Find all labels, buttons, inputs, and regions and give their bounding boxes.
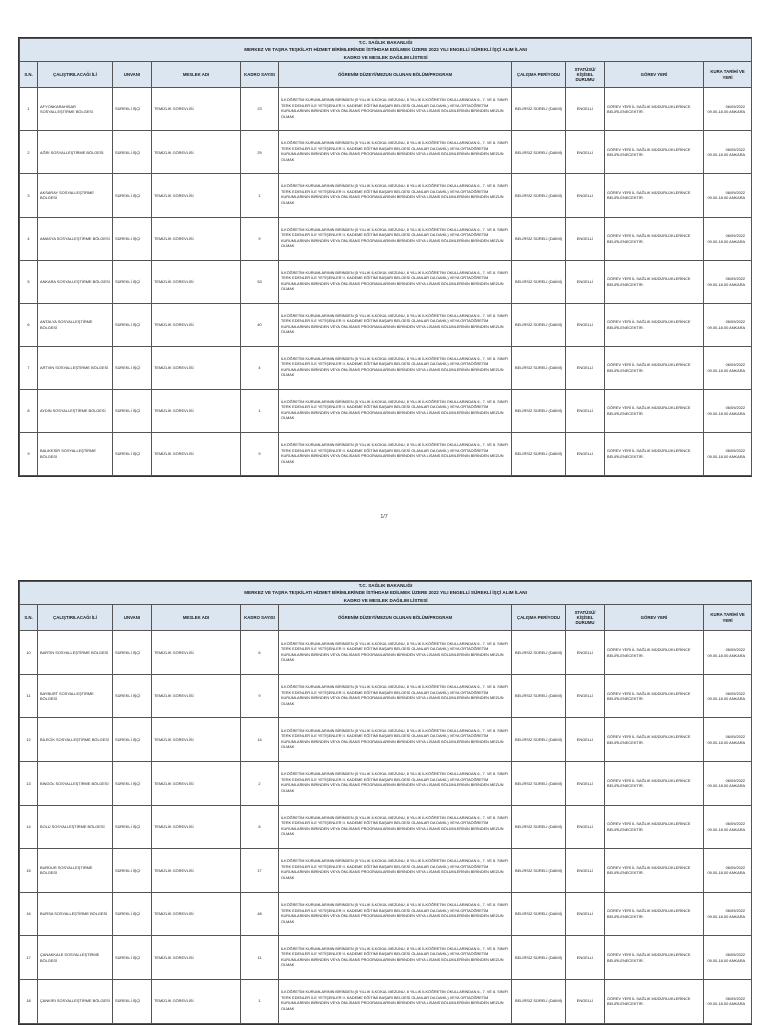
title-line-ministry: T.C. SAĞLIK BAKANLIĞI	[358, 40, 413, 45]
kura-place: 09.00-18.00 ANKARA	[707, 410, 746, 416]
cell-sn: 11	[20, 674, 38, 718]
kura-date: 06/09/2022	[725, 362, 746, 368]
table-row	[20, 88, 752, 131]
table-row	[20, 979, 752, 1023]
header-kura: KURA TARİHİ VE YERİ	[704, 62, 752, 88]
cell-ogrenim: İLKÖĞRETİM KURUMLARININ BİRİNDEN (5 YILLIK İLKOKUL MEZUNU, 8 YILLIK İLKÖĞRETİM OKULLARINDAN 6., 7. VE 8. SINIFI TERK EDENLER İLE YETİŞENLER II. KADEME EĞİTİMİ BAŞARI BELGESİ OLANLAR DA DAHİL) VEYA ORTAÖĞRETİM KURUMLARININ BİRİNDEN VEYA ÖNLİSANS PROGRAMLARININ BİRİNDEN VEYA LİSANS BÖLÜMLERİNİN BİRİNDEN MEZUN OLMAK	[279, 849, 512, 893]
cell-kadro: 1	[241, 979, 279, 1023]
cell-kura	[704, 718, 752, 762]
cell-unvan: SÜREKLİ İŞÇİ	[113, 762, 152, 806]
kura-date: 06/09/2022	[725, 189, 746, 195]
cell-ogrenim: İLKÖĞRETİM KURUMLARININ BİRİNDEN (5 YILLIK İLKOKUL MEZUNU, 8 YILLIK İLKÖĞRETİM OKULLARINDAN 6., 7. VE 8. SINIFI TERK EDENLER İLE YETİŞENLER II. KADEME EĞİTİMİ BAŞARI BELGESİ OLANLAR DA DAHİL) VEYA ORTAÖĞRETİM KURUMLARININ BİRİNDEN VEYA ÖNLİSANS PROGRAMLARININ BİRİNDEN VEYA LİSANS BÖLÜMLERİNİN BİRİNDEN MEZUN OLMAK	[279, 631, 512, 675]
cell-gorev: GÖREV YERİ İL SAĞLIK MÜDÜRLÜKLERİNCE BELİRLENECEKTİR.	[605, 674, 704, 718]
title-line-ministry: T.C. SAĞLIK BAKANLIĞI	[358, 583, 413, 588]
cell-kadro: 11	[241, 936, 279, 980]
cell-kura	[704, 432, 752, 475]
kura-place: 09.00-18.00 ANKARA	[707, 1001, 746, 1007]
cell-unvan: SÜREKLİ İŞÇİ	[113, 346, 152, 389]
kura-place: 09.00-18.00 ANKARA	[707, 870, 746, 876]
table-row	[20, 849, 752, 893]
header-gorev: GÖREV YERİ	[605, 605, 704, 631]
cell-kadro: 17	[241, 849, 279, 893]
header-calisma: ÇALIŞMA PERİYODU	[512, 605, 566, 631]
cell-meslek: TEMİZLİK GÖREVLİSİ	[152, 389, 241, 432]
table-row	[20, 131, 752, 174]
kura-place: 09.00-18.00 ANKARA	[707, 826, 746, 832]
cell-gorev: GÖREV YERİ İL SAĞLIK MÜDÜRLÜKLERİNCE BELİRLENECEKTİR.	[605, 389, 704, 432]
cell-meslek: TEMİZLİK GÖREVLİSİ	[152, 303, 241, 346]
cell-meslek: TEMİZLİK GÖREVLİSİ	[152, 936, 241, 980]
cell-meslek: TEMİZLİK GÖREVLİSİ	[152, 805, 241, 849]
cell-kura	[704, 174, 752, 217]
cell-sn: 3	[20, 174, 38, 217]
cell-ogrenim: İLKÖĞRETİM KURUMLARININ BİRİNDEN (5 YILLIK İLKOKUL MEZUNU, 8 YILLIK İLKÖĞRETİM OKULLARINDAN 6., 7. VE 8. SINIFI TERK EDENLER İLE YETİŞENLER II. KADEME EĞİTİMİ BAŞARI BELGESİ OLANLAR DA DAHİL) VEYA ORTAÖĞRETİM KURUMLARININ BİRİNDEN VEYA ÖNLİSANS PROGRAMLARININ BİRİNDEN VEYA LİSANS BÖLÜMLERİNİN BİRİNDEN MEZUN OLMAK	[279, 346, 512, 389]
cell-meslek: TEMİZLİK GÖREVLİSİ	[152, 88, 241, 131]
cell-statu: ENGELLİ	[566, 674, 605, 718]
cell-kura	[704, 131, 752, 174]
cell-il: ANTALYA SOSYALLEŞTİRME BÖLGESİ	[38, 303, 113, 346]
cell-gorev: GÖREV YERİ İL SAĞLIK MÜDÜRLÜKLERİNCE BELİRLENECEKTİR.	[605, 303, 704, 346]
cell-unvan: SÜREKLİ İŞÇİ	[113, 389, 152, 432]
cell-meslek: TEMİZLİK GÖREVLİSİ	[152, 718, 241, 762]
cell-il: AFYONKARAHİSAR SOSYALLEŞTİRME BÖLGESİ	[38, 88, 113, 131]
cell-gorev: GÖREV YERİ İL SAĞLIK MÜDÜRLÜKLERİNCE BELİRLENECEKTİR.	[605, 936, 704, 980]
cell-kura	[704, 389, 752, 432]
cell-il: ARTVİN SOSYALLEŞTİRME BÖLGESİ	[38, 346, 113, 389]
kura-place: 09.00-18.00 ANKARA	[707, 195, 746, 201]
cell-unvan: SÜREKLİ İŞÇİ	[113, 805, 152, 849]
cell-il: BARTIN SOSYALLEŞTİRME BÖLGESİ	[38, 631, 113, 675]
cell-kura	[704, 849, 752, 893]
cell-kadro: 48	[241, 892, 279, 936]
cell-kura	[704, 674, 752, 718]
table-header-row	[20, 62, 752, 88]
kura-date: 06/09/2022	[725, 646, 746, 652]
kura-date: 06/09/2022	[725, 821, 746, 827]
cell-kadro: 40	[241, 303, 279, 346]
cell-calisma: BELİRSİZ SÜRELİ (DAİMİ)	[512, 892, 566, 936]
cell-kura	[704, 631, 752, 675]
cell-kura	[704, 762, 752, 806]
cell-gorev: GÖREV YERİ İL SAĞLIK MÜDÜRLÜKLERİNCE BELİRLENECEKTİR.	[605, 849, 704, 893]
table-body-page-1	[20, 88, 752, 476]
cell-calisma: BELİRSİZ SÜRELİ (DAİMİ)	[512, 805, 566, 849]
cell-calisma: BELİRSİZ SÜRELİ (DAİMİ)	[512, 762, 566, 806]
cell-calisma: BELİRSİZ SÜRELİ (DAİMİ)	[512, 389, 566, 432]
kura-place: 09.00-18.00 ANKARA	[707, 957, 746, 963]
cell-statu: ENGELLİ	[566, 88, 605, 131]
table-row	[20, 762, 752, 806]
cell-unvan: SÜREKLİ İŞÇİ	[113, 88, 152, 131]
cell-kadro: 2	[241, 762, 279, 806]
cell-kura	[704, 88, 752, 131]
cell-statu: ENGELLİ	[566, 260, 605, 303]
cell-gorev: GÖREV YERİ İL SAĞLIK MÜDÜRLÜKLERİNCE BELİRLENECEKTİR.	[605, 718, 704, 762]
cell-sn: 15	[20, 849, 38, 893]
cell-unvan: SÜREKLİ İŞÇİ	[113, 131, 152, 174]
cell-il: AMASYA SOSYALLEŞTİRME BÖLGESİ	[38, 217, 113, 260]
document-page-2	[0, 540, 768, 1024]
cell-kura	[704, 260, 752, 303]
cell-statu: ENGELLİ	[566, 936, 605, 980]
table-container	[18, 580, 752, 1025]
cell-kura	[704, 936, 752, 980]
cell-il: BİLECİK SOSYALLEŞTİRME BÖLGESİ	[38, 718, 113, 762]
table-row	[20, 346, 752, 389]
cell-unvan: SÜREKLİ İŞÇİ	[113, 674, 152, 718]
cell-kura	[704, 303, 752, 346]
cell-unvan: SÜREKLİ İŞÇİ	[113, 936, 152, 980]
cell-unvan: SÜREKLİ İŞÇİ	[113, 174, 152, 217]
cell-statu: ENGELLİ	[566, 849, 605, 893]
cell-sn: 12	[20, 718, 38, 762]
cell-unvan: SÜREKLİ İŞÇİ	[113, 303, 152, 346]
cell-meslek: TEMİZLİK GÖREVLİSİ	[152, 631, 241, 675]
cell-kadro: 6	[241, 631, 279, 675]
header-kadro: KADRO SAYISI	[241, 62, 279, 88]
kura-date: 06/09/2022	[725, 276, 746, 282]
table-row	[20, 718, 752, 762]
cell-kadro: 14	[241, 718, 279, 762]
cell-statu: ENGELLİ	[566, 762, 605, 806]
cell-statu: ENGELLİ	[566, 718, 605, 762]
cell-meslek: TEMİZLİK GÖREVLİSİ	[152, 260, 241, 303]
cell-il: AYDIN SOSYALLEŞTİRME BÖLGESİ	[38, 389, 113, 432]
cell-meslek: TEMİZLİK GÖREVLİSİ	[152, 174, 241, 217]
kura-date: 06/09/2022	[725, 864, 746, 870]
cell-il: BURSA SOSYALLEŞTİRME BÖLGESİ	[38, 892, 113, 936]
kura-date: 06/09/2022	[725, 448, 746, 454]
kura-place: 09.00-18.00 ANKARA	[707, 696, 746, 702]
kura-place: 09.00-18.00 ANKARA	[707, 281, 746, 287]
header-calisma: ÇALIŞMA PERİYODU	[512, 62, 566, 88]
kura-place: 09.00-18.00 ANKARA	[707, 152, 746, 158]
kura-date: 06/09/2022	[725, 232, 746, 238]
kura-place: 09.00-18.00 ANKARA	[707, 109, 746, 115]
cell-sn: 17	[20, 936, 38, 980]
cell-kadro: 53	[241, 260, 279, 303]
cell-gorev: GÖREV YERİ İL SAĞLIK MÜDÜRLÜKLERİNCE BELİRLENECEKTİR.	[605, 432, 704, 475]
cell-ogrenim: İLKÖĞRETİM KURUMLARININ BİRİNDEN (5 YILLIK İLKOKUL MEZUNU, 8 YILLIK İLKÖĞRETİM OKULLARINDAN 6., 7. VE 8. SINIFI TERK EDENLER İLE YETİŞENLER II. KADEME EĞİTİMİ BAŞARI BELGESİ OLANLAR DA DAHİL) VEYA ORTAÖĞRETİM KURUMLARININ BİRİNDEN VEYA ÖNLİSANS PROGRAMLARININ BİRİNDEN VEYA LİSANS BÖLÜMLERİNİN BİRİNDEN MEZUN OLMAK	[279, 174, 512, 217]
cell-unvan: SÜREKLİ İŞÇİ	[113, 849, 152, 893]
cell-calisma: BELİRSİZ SÜRELİ (DAİMİ)	[512, 849, 566, 893]
cell-gorev: GÖREV YERİ İL SAĞLIK MÜDÜRLÜKLERİNCE BELİRLENECEKTİR.	[605, 131, 704, 174]
cell-il: BİNGÖL SOSYALLEŞTİRME BÖLGESİ	[38, 762, 113, 806]
cell-unvan: SÜREKLİ İŞÇİ	[113, 217, 152, 260]
cell-calisma: BELİRSİZ SÜRELİ (DAİMİ)	[512, 346, 566, 389]
cell-sn: 18	[20, 979, 38, 1023]
cell-calisma: BELİRSİZ SÜRELİ (DAİMİ)	[512, 432, 566, 475]
cell-sn: 16	[20, 892, 38, 936]
cell-ogrenim: İLKÖĞRETİM KURUMLARININ BİRİNDEN (5 YILLIK İLKOKUL MEZUNU, 8 YILLIK İLKÖĞRETİM OKULLARINDAN 6., 7. VE 8. SINIFI TERK EDENLER İLE YETİŞENLER II. KADEME EĞİTİMİ BAŞARI BELGESİ OLANLAR DA DAHİL) VEYA ORTAÖĞRETİM KURUMLARININ BİRİNDEN VEYA ÖNLİSANS PROGRAMLARININ BİRİNDEN VEYA LİSANS BÖLÜMLERİNİN BİRİNDEN MEZUN OLMAK	[279, 674, 512, 718]
header-unvan: UNVANI	[113, 62, 152, 88]
cell-ogrenim: İLKÖĞRETİM KURUMLARININ BİRİNDEN (5 YILLIK İLKOKUL MEZUNU, 8 YILLIK İLKÖĞRETİM OKULLARINDAN 6., 7. VE 8. SINIFI TERK EDENLER İLE YETİŞENLER II. KADEME EĞİTİMİ BAŞARI BELGESİ OLANLAR DA DAHİL) VEYA ORTAÖĞRETİM KURUMLARININ BİRİNDEN VEYA ÖNLİSANS PROGRAMLARININ BİRİNDEN VEYA LİSANS BÖLÜMLERİNİN BİRİNDEN MEZUN OLMAK	[279, 979, 512, 1023]
kura-date: 06/09/2022	[725, 995, 746, 1001]
cell-unvan: SÜREKLİ İŞÇİ	[113, 718, 152, 762]
cell-meslek: TEMİZLİK GÖREVLİSİ	[152, 674, 241, 718]
header-statu: STATÜSÜ/ KİŞİSEL DURUMU	[566, 62, 605, 88]
cell-kura	[704, 346, 752, 389]
cell-il: BOLU SOSYALLEŞTİRME BÖLGESİ	[38, 805, 113, 849]
cell-il: ÇANKIRI SOSYALLEŞTİRME BÖLGESİ	[38, 979, 113, 1023]
cell-kadro: 9	[241, 217, 279, 260]
cell-statu: ENGELLİ	[566, 174, 605, 217]
cell-sn: 1	[20, 88, 38, 131]
cell-ogrenim: İLKÖĞRETİM KURUMLARININ BİRİNDEN (5 YILLIK İLKOKUL MEZUNU, 8 YILLIK İLKÖĞRETİM OKULLARINDAN 6., 7. VE 8. SINIFI TERK EDENLER İLE YETİŞENLER II. KADEME EĞİTİMİ BAŞARI BELGESİ OLANLAR DA DAHİL) VEYA ORTAÖĞRETİM KURUMLARININ BİRİNDEN VEYA ÖNLİSANS PROGRAMLARININ BİRİNDEN VEYA LİSANS BÖLÜMLERİNİN BİRİNDEN MEZUN OLMAK	[279, 805, 512, 849]
cell-statu: ENGELLİ	[566, 805, 605, 849]
header-il: ÇALIŞTIRILACAĞI İLİ	[38, 62, 113, 88]
cell-calisma: BELİRSİZ SÜRELİ (DAİMİ)	[512, 674, 566, 718]
cell-calisma: BELİRSİZ SÜRELİ (DAİMİ)	[512, 303, 566, 346]
cell-ogrenim: İLKÖĞRETİM KURUMLARININ BİRİNDEN (5 YILLIK İLKOKUL MEZUNU, 8 YILLIK İLKÖĞRETİM OKULLARINDAN 6., 7. VE 8. SINIFI TERK EDENLER İLE YETİŞENLER II. KADEME EĞİTİMİ BAŞARI BELGESİ OLANLAR DA DAHİL) VEYA ORTAÖĞRETİM KURUMLARININ BİRİNDEN VEYA ÖNLİSANS PROGRAMLARININ BİRİNDEN VEYA LİSANS BÖLÜMLERİNİN BİRİNDEN MEZUN OLMAK	[279, 762, 512, 806]
cell-unvan: SÜREKLİ İŞÇİ	[113, 979, 152, 1023]
cell-unvan: SÜREKLİ İŞÇİ	[113, 892, 152, 936]
cell-kadro: 4	[241, 346, 279, 389]
cell-statu: ENGELLİ	[566, 131, 605, 174]
header-kadro: KADRO SAYISI	[241, 605, 279, 631]
table-row	[20, 631, 752, 675]
cell-calisma: BELİRSİZ SÜRELİ (DAİMİ)	[512, 718, 566, 762]
cell-sn: 10	[20, 631, 38, 675]
kura-date: 06/09/2022	[725, 690, 746, 696]
cell-statu: ENGELLİ	[566, 631, 605, 675]
kura-place: 09.00-18.00 ANKARA	[707, 652, 746, 658]
cell-meslek: TEMİZLİK GÖREVLİSİ	[152, 131, 241, 174]
kura-place: 09.00-18.00 ANKARA	[707, 783, 746, 789]
kura-place: 09.00-18.00 ANKARA	[707, 914, 746, 920]
cell-ogrenim: İLKÖĞRETİM KURUMLARININ BİRİNDEN (5 YILLIK İLKOKUL MEZUNU, 8 YILLIK İLKÖĞRETİM OKULLARINDAN 6., 7. VE 8. SINIFI TERK EDENLER İLE YETİŞENLER II. KADEME EĞİTİMİ BAŞARI BELGESİ OLANLAR DA DAHİL) VEYA ORTAÖĞRETİM KURUMLARININ BİRİNDEN VEYA ÖNLİSANS PROGRAMLARININ BİRİNDEN VEYA LİSANS BÖLÜMLERİNİN BİRİNDEN MEZUN OLMAK	[279, 303, 512, 346]
cell-meslek: TEMİZLİK GÖREVLİSİ	[152, 849, 241, 893]
cadre-table-page-1	[19, 38, 752, 476]
table-row	[20, 805, 752, 849]
cell-sn: 13	[20, 762, 38, 806]
cell-meslek: TEMİZLİK GÖREVLİSİ	[152, 892, 241, 936]
cell-unvan: SÜREKLİ İŞÇİ	[113, 631, 152, 675]
kura-place: 09.00-18.00 ANKARA	[707, 324, 746, 330]
cell-calisma: BELİRSİZ SÜRELİ (DAİMİ)	[512, 88, 566, 131]
cell-calisma: BELİRSİZ SÜRELİ (DAİMİ)	[512, 260, 566, 303]
header-meslek: MESLEK ADI	[152, 605, 241, 631]
cell-gorev: GÖREV YERİ İL SAĞLIK MÜDÜRLÜKLERİNCE BELİRLENECEKTİR.	[605, 174, 704, 217]
table-row	[20, 432, 752, 475]
table-row	[20, 303, 752, 346]
cell-meslek: TEMİZLİK GÖREVLİSİ	[152, 432, 241, 475]
cell-il: BALIKESİR SOSYALLEŞTİRME BÖLGESİ	[38, 432, 113, 475]
cell-kura	[704, 805, 752, 849]
cell-gorev: GÖREV YERİ İL SAĞLIK MÜDÜRLÜKLERİNCE BELİRLENECEKTİR.	[605, 762, 704, 806]
header-gorev: GÖREV YERİ	[605, 62, 704, 88]
table-row	[20, 174, 752, 217]
cell-kadro: 29	[241, 131, 279, 174]
cell-il: AĞRI SOSYALLEŞTİRME BÖLGESİ	[38, 131, 113, 174]
document-title	[20, 39, 752, 62]
cell-gorev: GÖREV YERİ İL SAĞLIK MÜDÜRLÜKLERİNCE BELİRLENECEKTİR.	[605, 979, 704, 1023]
cell-il: BURDUR SOSYALLEŞTİRME BÖLGESİ	[38, 849, 113, 893]
table-row	[20, 936, 752, 980]
cell-meslek: TEMİZLİK GÖREVLİSİ	[152, 979, 241, 1023]
cell-calisma: BELİRSİZ SÜRELİ (DAİMİ)	[512, 936, 566, 980]
cell-kadro: 23	[241, 88, 279, 131]
cell-meslek: TEMİZLİK GÖREVLİSİ	[152, 762, 241, 806]
cell-kadro: 9	[241, 674, 279, 718]
cell-ogrenim: İLKÖĞRETİM KURUMLARININ BİRİNDEN (5 YILLIK İLKOKUL MEZUNU, 8 YILLIK İLKÖĞRETİM OKULLARINDAN 6., 7. VE 8. SINIFI TERK EDENLER İLE YETİŞENLER II. KADEME EĞİTİMİ BAŞARI BELGESİ OLANLAR DA DAHİL) VEYA ORTAÖĞRETİM KURUMLARININ BİRİNDEN VEYA ÖNLİSANS PROGRAMLARININ BİRİNDEN VEYA LİSANS BÖLÜMLERİNİN BİRİNDEN MEZUN OLMAK	[279, 892, 512, 936]
cadre-table-page-2	[19, 581, 752, 1024]
cell-ogrenim: İLKÖĞRETİM KURUMLARININ BİRİNDEN (5 YILLIK İLKOKUL MEZUNU, 8 YILLIK İLKÖĞRETİM OKULLARINDAN 6., 7. VE 8. SINIFI TERK EDENLER İLE YETİŞENLER II. KADEME EĞİTİMİ BAŞARI BELGESİ OLANLAR DA DAHİL) VEYA ORTAÖĞRETİM KURUMLARININ BİRİNDEN VEYA ÖNLİSANS PROGRAMLARININ BİRİNDEN VEYA LİSANS BÖLÜMLERİNİN BİRİNDEN MEZUN OLMAK	[279, 936, 512, 980]
cell-sn: 4	[20, 217, 38, 260]
cell-gorev: GÖREV YERİ İL SAĞLIK MÜDÜRLÜKLERİNCE BELİRLENECEKTİR.	[605, 631, 704, 675]
kura-date: 06/09/2022	[725, 734, 746, 740]
cell-kadro: 8	[241, 805, 279, 849]
kura-date: 06/09/2022	[725, 103, 746, 109]
cell-kura	[704, 892, 752, 936]
cell-kadro: 1	[241, 389, 279, 432]
kura-place: 09.00-18.00 ANKARA	[707, 238, 746, 244]
cell-statu: ENGELLİ	[566, 979, 605, 1023]
table-row	[20, 892, 752, 936]
cell-calisma: BELİRSİZ SÜRELİ (DAİMİ)	[512, 131, 566, 174]
cell-meslek: TEMİZLİK GÖREVLİSİ	[152, 217, 241, 260]
cell-sn: 9	[20, 432, 38, 475]
kura-place: 09.00-18.00 ANKARA	[707, 367, 746, 373]
kura-place: 09.00-18.00 ANKARA	[707, 454, 746, 460]
cell-kadro: 9	[241, 432, 279, 475]
table-row	[20, 217, 752, 260]
header-unvan: UNVANI	[113, 605, 152, 631]
table-header-row	[20, 605, 752, 631]
header-sn: S.N.	[20, 605, 38, 631]
cell-ogrenim: İLKÖĞRETİM KURUMLARININ BİRİNDEN (5 YILLIK İLKOKUL MEZUNU, 8 YILLIK İLKÖĞRETİM OKULLARINDAN 6., 7. VE 8. SINIFI TERK EDENLER İLE YETİŞENLER II. KADEME EĞİTİMİ BAŞARI BELGESİ OLANLAR DA DAHİL) VEYA ORTAÖĞRETİM KURUMLARININ BİRİNDEN VEYA ÖNLİSANS PROGRAMLARININ BİRİNDEN VEYA LİSANS BÖLÜMLERİNİN BİRİNDEN MEZUN OLMAK	[279, 131, 512, 174]
cell-ogrenim: İLKÖĞRETİM KURUMLARININ BİRİNDEN (5 YILLIK İLKOKUL MEZUNU, 8 YILLIK İLKÖĞRETİM OKULLARINDAN 6., 7. VE 8. SINIFI TERK EDENLER İLE YETİŞENLER II. KADEME EĞİTİMİ BAŞARI BELGESİ OLANLAR DA DAHİL) VEYA ORTAÖĞRETİM KURUMLARININ BİRİNDEN VEYA ÖNLİSANS PROGRAMLARININ BİRİNDEN VEYA LİSANS BÖLÜMLERİNİN BİRİNDEN MEZUN OLMAK	[279, 88, 512, 131]
cell-gorev: GÖREV YERİ İL SAĞLIK MÜDÜRLÜKLERİNCE BELİRLENECEKTİR.	[605, 892, 704, 936]
cell-ogrenim: İLKÖĞRETİM KURUMLARININ BİRİNDEN (5 YILLIK İLKOKUL MEZUNU, 8 YILLIK İLKÖĞRETİM OKULLARINDAN 6., 7. VE 8. SINIFI TERK EDENLER İLE YETİŞENLER II. KADEME EĞİTİMİ BAŞARI BELGESİ OLANLAR DA DAHİL) VEYA ORTAÖĞRETİM KURUMLARININ BİRİNDEN VEYA ÖNLİSANS PROGRAMLARININ BİRİNDEN VEYA LİSANS BÖLÜMLERİNİN BİRİNDEN MEZUN OLMAK	[279, 217, 512, 260]
cell-gorev: GÖREV YERİ İL SAĞLIK MÜDÜRLÜKLERİNCE BELİRLENECEKTİR.	[605, 88, 704, 131]
cell-gorev: GÖREV YERİ İL SAĞLIK MÜDÜRLÜKLERİNCE BELİRLENECEKTİR.	[605, 217, 704, 260]
cell-statu: ENGELLİ	[566, 303, 605, 346]
header-il: ÇALIŞTIRILACAĞI İLİ	[38, 605, 113, 631]
table-row	[20, 674, 752, 718]
cell-unvan: SÜREKLİ İŞÇİ	[113, 432, 152, 475]
cell-kura	[704, 217, 752, 260]
cell-il: ÇANAKKALE SOSYALLEŞTİRME BÖLGESİ	[38, 936, 113, 980]
kura-date: 06/09/2022	[725, 319, 746, 325]
cell-gorev: GÖREV YERİ İL SAĞLIK MÜDÜRLÜKLERİNCE BELİRLENECEKTİR.	[605, 805, 704, 849]
cell-sn: 6	[20, 303, 38, 346]
table-body-page-2	[20, 631, 752, 1023]
cell-ogrenim: İLKÖĞRETİM KURUMLARININ BİRİNDEN (5 YILLIK İLKOKUL MEZUNU, 8 YILLIK İLKÖĞRETİM OKULLARINDAN 6., 7. VE 8. SINIFI TERK EDENLER İLE YETİŞENLER II. KADEME EĞİTİMİ BAŞARI BELGESİ OLANLAR DA DAHİL) VEYA ORTAÖĞRETİM KURUMLARININ BİRİNDEN VEYA ÖNLİSANS PROGRAMLARININ BİRİNDEN VEYA LİSANS BÖLÜMLERİNİN BİRİNDEN MEZUN OLMAK	[279, 432, 512, 475]
cell-statu: ENGELLİ	[566, 389, 605, 432]
cell-statu: ENGELLİ	[566, 346, 605, 389]
cell-sn: 5	[20, 260, 38, 303]
page-counter: 1/7	[380, 514, 388, 520]
kura-place: 09.00-18.00 ANKARA	[707, 739, 746, 745]
cell-calisma: BELİRSİZ SÜRELİ (DAİMİ)	[512, 631, 566, 675]
title-line-announcement: MERKEZ VE TAŞRA TEŞKİLATI HİZMET BİRİMLERİNDE İSTİHDAM EDİLMEK ÜZERE 2022 YILI ENGELLİ SÜREKLİ İŞÇİ ALIM İLANI	[244, 590, 527, 596]
header-meslek: MESLEK ADI	[152, 62, 241, 88]
cell-sn: 2	[20, 131, 38, 174]
kura-date: 06/09/2022	[725, 146, 746, 152]
page-gap	[0, 530, 768, 540]
cell-il: ANKARA SOSYALLEŞTİRME BÖLGESİ	[38, 260, 113, 303]
table-row	[20, 260, 752, 303]
cell-statu: ENGELLİ	[566, 217, 605, 260]
cell-gorev: GÖREV YERİ İL SAĞLIK MÜDÜRLÜKLERİNCE BELİRLENECEKTİR.	[605, 260, 704, 303]
header-kura: KURA TARİHİ VE YERİ	[704, 605, 752, 631]
cell-statu: ENGELLİ	[566, 892, 605, 936]
cell-sn: 14	[20, 805, 38, 849]
kura-date: 06/09/2022	[725, 777, 746, 783]
header-ogrenim: ÖĞRENİM DÜZEYİ/MEZUN OLUNAN BÖLÜM/PROGRAM	[279, 62, 512, 88]
cell-sn: 7	[20, 346, 38, 389]
kura-date: 06/09/2022	[725, 908, 746, 914]
cell-calisma: BELİRSİZ SÜRELİ (DAİMİ)	[512, 217, 566, 260]
cell-meslek: TEMİZLİK GÖREVLİSİ	[152, 346, 241, 389]
cell-il: AKSARAY SOSYALLEŞTİRME BÖLGESİ	[38, 174, 113, 217]
cell-kura	[704, 979, 752, 1023]
cell-calisma: BELİRSİZ SÜRELİ (DAİMİ)	[512, 174, 566, 217]
cell-ogrenim: İLKÖĞRETİM KURUMLARININ BİRİNDEN (5 YILLIK İLKOKUL MEZUNU, 8 YILLIK İLKÖĞRETİM OKULLARINDAN 6., 7. VE 8. SINIFI TERK EDENLER İLE YETİŞENLER II. KADEME EĞİTİMİ BAŞARI BELGESİ OLANLAR DA DAHİL) VEYA ORTAÖĞRETİM KURUMLARININ BİRİNDEN VEYA ÖNLİSANS PROGRAMLARININ BİRİNDEN VEYA LİSANS BÖLÜMLERİNİN BİRİNDEN MEZUN OLMAK	[279, 260, 512, 303]
cell-unvan: SÜREKLİ İŞÇİ	[113, 260, 152, 303]
table-row	[20, 389, 752, 432]
cell-statu: ENGELLİ	[566, 432, 605, 475]
kura-date: 06/09/2022	[725, 405, 746, 411]
kura-date: 06/09/2022	[725, 952, 746, 958]
header-statu: STATÜSÜ/ KİŞİSEL DURUMU	[566, 605, 605, 631]
header-ogrenim: ÖĞRENİM DÜZEYİ/MEZUN OLUNAN BÖLÜM/PROGRAM	[279, 605, 512, 631]
title-line-list: KADRO VE MESLEK DAĞILIM LİSTESİ	[343, 54, 428, 60]
cell-il: BAYBURT SOSYALLEŞTİRME BÖLGESİ	[38, 674, 113, 718]
title-line-announcement: MERKEZ VE TAŞRA TEŞKİLATI HİZMET BİRİMLERİNDE İSTİHDAM EDİLMEK ÜZERE 2022 YILI ENGELLİ SÜREKLİ İŞÇİ ALIM İLANI	[244, 47, 527, 53]
title-line-list: KADRO VE MESLEK DAĞILIM LİSTESİ	[343, 597, 428, 603]
cell-calisma: BELİRSİZ SÜRELİ (DAİMİ)	[512, 979, 566, 1023]
cell-sn: 8	[20, 389, 38, 432]
document-title	[20, 582, 752, 605]
cell-ogrenim: İLKÖĞRETİM KURUMLARININ BİRİNDEN (5 YILLIK İLKOKUL MEZUNU, 8 YILLIK İLKÖĞRETİM OKULLARINDAN 6., 7. VE 8. SINIFI TERK EDENLER İLE YETİŞENLER II. KADEME EĞİTİMİ BAŞARI BELGESİ OLANLAR DA DAHİL) VEYA ORTAÖĞRETİM KURUMLARININ BİRİNDEN VEYA ÖNLİSANS PROGRAMLARININ BİRİNDEN VEYA LİSANS BÖLÜMLERİNİN BİRİNDEN MEZUN OLMAK	[279, 718, 512, 762]
cell-kadro: 1	[241, 174, 279, 217]
cell-gorev: GÖREV YERİ İL SAĞLIK MÜDÜRLÜKLERİNCE BELİRLENECEKTİR.	[605, 346, 704, 389]
cell-ogrenim: İLKÖĞRETİM KURUMLARININ BİRİNDEN (5 YILLIK İLKOKUL MEZUNU, 8 YILLIK İLKÖĞRETİM OKULLARINDAN 6., 7. VE 8. SINIFI TERK EDENLER İLE YETİŞENLER II. KADEME EĞİTİMİ BAŞARI BELGESİ OLANLAR DA DAHİL) VEYA ORTAÖĞRETİM KURUMLARININ BİRİNDEN VEYA ÖNLİSANS PROGRAMLARININ BİRİNDEN VEYA LİSANS BÖLÜMLERİNİN BİRİNDEN MEZUN OLMAK	[279, 389, 512, 432]
table-container	[18, 37, 752, 477]
header-sn: S.N.	[20, 62, 38, 88]
